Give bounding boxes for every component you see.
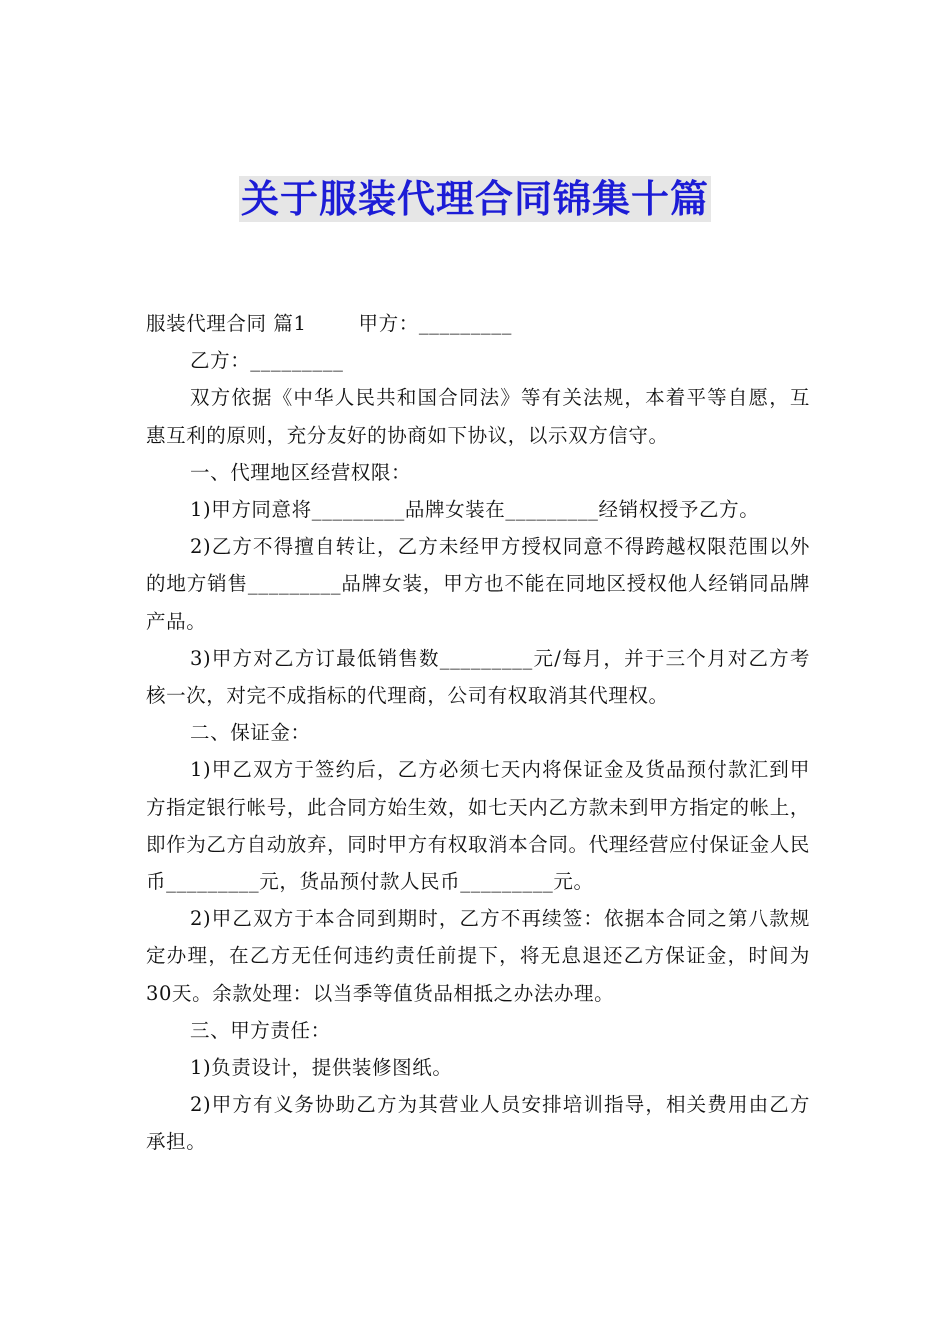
section-heading-3: 三、甲方责任： bbox=[190, 1018, 331, 1042]
document-body bbox=[146, 305, 810, 1161]
contract-number: 服装代理合同 篇1 bbox=[146, 312, 307, 335]
clause-1-2: 2)乙方不得擅自转让，乙方未经甲方授权同意不得跨越权限范围以外的地方销售_________品牌女装，甲方也不能在同地区授权他人经销同品牌产品。 bbox=[146, 535, 810, 633]
clause-1-3: 3)甲方对乙方订最低销售数_________元/每月，并于三个月对乙方考核一次，对完不成指标的代理商，公司有权取消其代理权。 bbox=[146, 646, 810, 708]
clause-1-1: 1)甲方同意将_________品牌女装在_________经销权授予乙方。 bbox=[190, 498, 760, 522]
contract-heading-line bbox=[146, 305, 810, 342]
party-b-field: 乙方：_________ bbox=[190, 349, 344, 373]
title-container bbox=[0, 176, 950, 222]
clause-2-1: 1)甲乙双方于签约后，乙方必须七天内将保证金及货品预付款汇到甲方指定银行帐号，此合同方始生效，如七天内乙方款未到甲方指定的帐上，即作为乙方自动放弃，同时甲方有权取消本合同。代理经营应付保证金人民币_________元，货品预付款人民币_________元。 bbox=[146, 758, 810, 894]
party-a-field: 甲方：_________ bbox=[358, 312, 512, 335]
clause-3-1: 1)负责设计，提供装修图纸。 bbox=[190, 1056, 453, 1080]
document-title: 关于服装代理合同锦集十篇 bbox=[240, 177, 709, 221]
clause-3-2: 2)甲方有义务协助乙方为其营业人员安排培训指导，相关费用由乙方承担。 bbox=[146, 1093, 810, 1154]
section-heading-1: 一、代理地区经营权限： bbox=[190, 460, 412, 484]
clause-2-2: 2)甲乙双方于本合同到期时，乙方不再续签：依据本合同之第八款规定办理，在乙方无任何违约责任前提下，将无息退还乙方保证金，时间为30天。余款处理：以当季等值货品相抵之办法办理。 bbox=[146, 907, 810, 1005]
section-heading-2: 二、保证金： bbox=[190, 721, 311, 745]
paragraph-intro: 双方依据《中华人民共和国合同法》等有关法规，本着平等自愿，互惠互利的原则，充分友好的协商如下协议，以示双方信守。 bbox=[146, 386, 810, 447]
